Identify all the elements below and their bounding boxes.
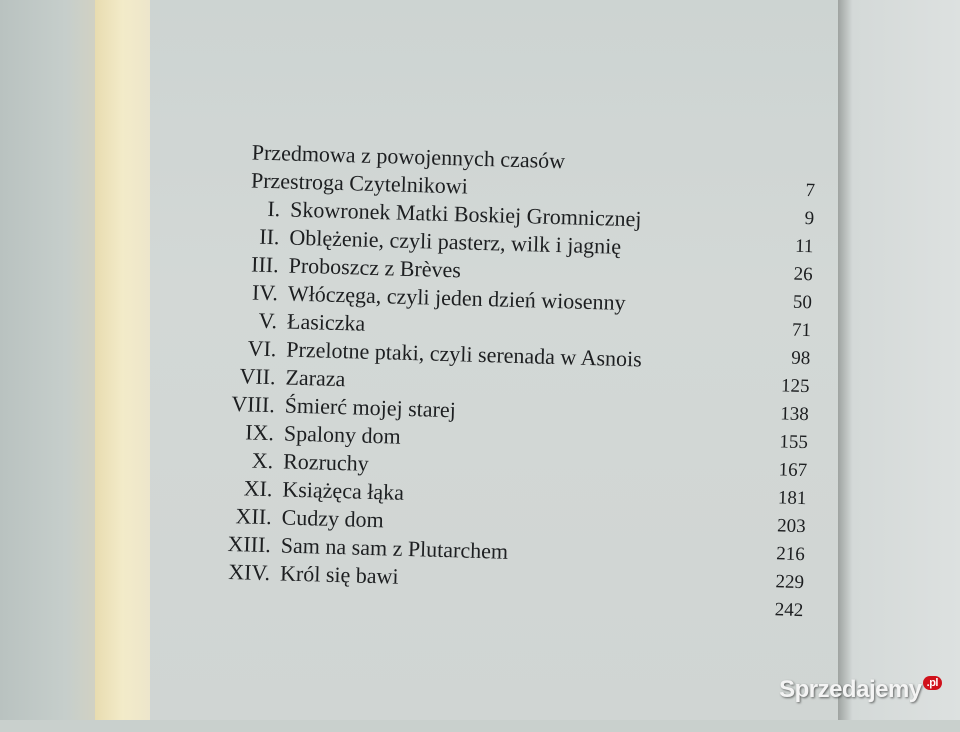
toc-page-number: 167 [778,459,808,482]
toc-entry-number: XIV. [228,559,271,586]
toc-page-number: 181 [777,487,807,510]
toc-entry-number: IV. [251,279,279,306]
toc-page-number: 9 [804,207,815,230]
toc-entry-number: XI. [243,475,273,502]
toc-page-number: 125 [780,375,810,398]
toc-entry [188,557,399,591]
toc-page-number: 26 [793,263,813,286]
toc-entry-title: Przedmowa z powojennych czasów [251,139,566,174]
toc-page-number: 242 [774,599,804,622]
toc-entry-title: Król się bawi [279,560,399,589]
toc-entry-number: VII. [239,363,276,390]
watermark-logo [779,676,942,704]
toc-page-number: 138 [779,403,810,426]
toc-entry-title: Oblężenie, czyli pasterz, wilk i jagnię [289,224,622,259]
toc-page-number: 98 [791,347,811,370]
watermark-text: Sprzedajemy [779,676,922,703]
toc-entry-title: Sam na sam z Plutarchem [280,532,509,564]
toc-entry-title: Proboszcz z Brèves [288,252,462,283]
toc-entry-title: Rozruchy [282,448,370,476]
toc-entry-title: Włóczęga, czyli jeden dzień wiosenny [287,280,626,316]
toc-entry-number: IX. [244,419,275,446]
toc-entry-title: Śmierć mojej starej [284,392,457,423]
toc-entry-number: VI. [247,335,277,362]
toc-entry-number: V. [258,307,278,334]
toc-page-number: 71 [791,319,812,342]
toc-entry-title: Łasiczka [286,308,366,336]
toc-entry-number: XII. [235,503,273,530]
toc-entry-number: I. [267,195,281,222]
toc-page-number: 203 [776,515,806,538]
toc-entry-number: XIII. [227,530,272,558]
watermark-badge: .pl [923,676,942,690]
toc-page-number: 216 [776,543,806,566]
toc-entry [193,361,346,393]
toc-entry-title: Książęca łąka [282,476,405,505]
toc-entry-title: Przelotne ptaki, czyli serenada w Asnois [286,336,643,372]
toc-entry-title: Skowronek Matki Boskiej Gromnicznej [289,196,642,232]
toc-entry-number: II. [258,223,280,250]
toc-entry-number: X. [251,447,274,474]
toc-entry-number: III. [250,251,280,278]
toc-page-number: 229 [775,571,805,594]
toc-entry-title: Spalony dom [283,420,402,449]
toc-page-number: 50 [792,291,813,314]
toc-page-number: 11 [794,235,814,258]
toc-entry-title: Cudzy dom [281,504,385,533]
toc-page-number: 155 [779,431,809,454]
toc-entry-title: Zaraza [285,364,346,392]
toc-entry-title: Przestroga Czytelnikowi [250,167,469,199]
toc-page-number: 7 [805,179,816,202]
toc-entry-number: VIII. [231,391,276,418]
